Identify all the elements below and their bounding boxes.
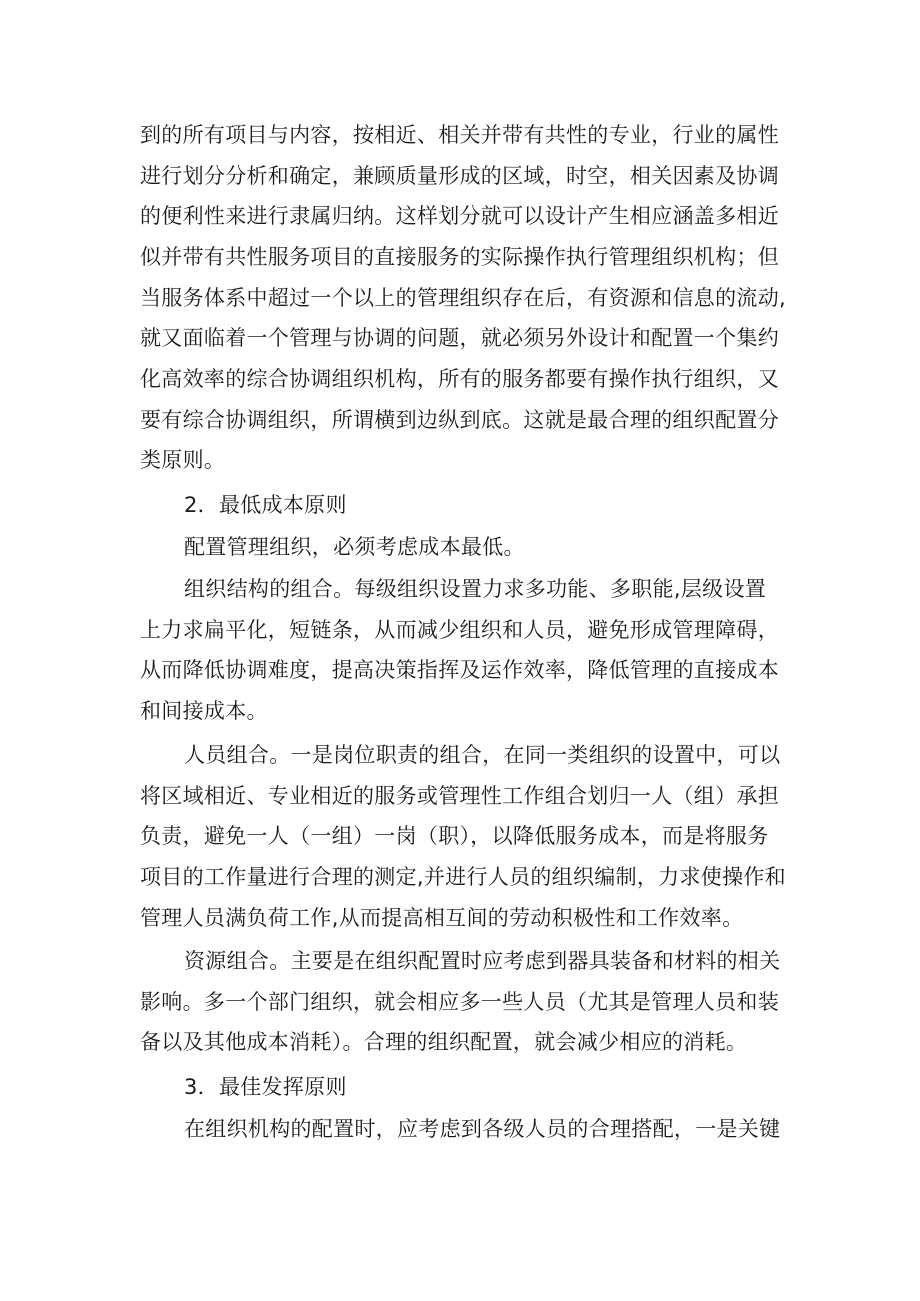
text-line: 项目的工作量进行合理的测定,并进行人员的组织编制，力求使操作和 (140, 865, 786, 889)
text-line: 到的所有项目与内容，按相近、相关并带有共性的专业，行业的属性 (140, 123, 779, 147)
text-line: 进行划分分析和确定，兼顾质量形成的区域，时空，相关因素及协调 (140, 164, 779, 188)
text-line: 在组织机构的配置时，应考虑到各级人员的合理搭配，一是关键 (184, 1117, 781, 1141)
text-line: 就又面临着一个管理与协调的问题，就必须另外设计和配置一个集约 (140, 326, 779, 350)
text-line: 管理人员满负荷工作,从而提高相互间的劳动积极性和工作效率。 (140, 906, 744, 930)
text-line: 将区域相近、专业相近的服务或管理性工作组合划归一人（组）承担 (140, 784, 779, 808)
text-line: 组织结构的组合。每级组织设置力求多功能、多职能,层级设置 (184, 577, 767, 601)
section-heading: 3．最佳发挥原则 (184, 1075, 347, 1099)
text-line: 影响。多一个部门组织，就会相应多一些人员（尤其是管理人员和装 (140, 990, 779, 1014)
text-line: 的便利性来进行隶属归纳。这样划分就可以设计产生相应涵盖多相近 (140, 204, 779, 228)
text-line: 配置管理组织，必须考虑成本最低。 (184, 535, 525, 559)
text-line: 要有综合协调组织，所谓横到边纵到底。这就是最合理的组织配置分 (140, 408, 779, 432)
text-line: 负责，避免一人（一组）一岗（职），以降低服务成本，而是将服务 (140, 824, 769, 848)
text-line: 化高效率的综合协调组织机构，所有的服务都要有操作执行组织，又 (140, 367, 779, 391)
text-line: 似并带有共性服务项目的直接服务的实际操作执行管理组织机构；但 (140, 245, 779, 269)
section-heading: 2．最低成本原则 (184, 493, 347, 517)
text-line: 人员组合。一是岗位职责的组合，在同一类组织的设置中，可以 (184, 743, 781, 767)
text-line: 当服务体系中超过一个以上的管理组织存在后，有资源和信息的流动, (140, 286, 786, 310)
text-line: 备以及其他成本消耗）。合理的组织配置，就会减少相应的消耗。 (140, 1030, 748, 1054)
text-line: 类原则。 (140, 448, 226, 472)
text-line: 资源组合。主要是在组织配置时应考虑到器具装备和材料的相关 (184, 949, 781, 973)
text-line: 从而降低协调难度，提高决策指挥及运作效率，降低管理的直接成本 (140, 658, 779, 682)
text-line: 和间接成本。 (140, 699, 268, 723)
text-line: 上力求扁平化，短链条，从而减少组织和人员，避免形成管理障碍， (140, 618, 779, 642)
